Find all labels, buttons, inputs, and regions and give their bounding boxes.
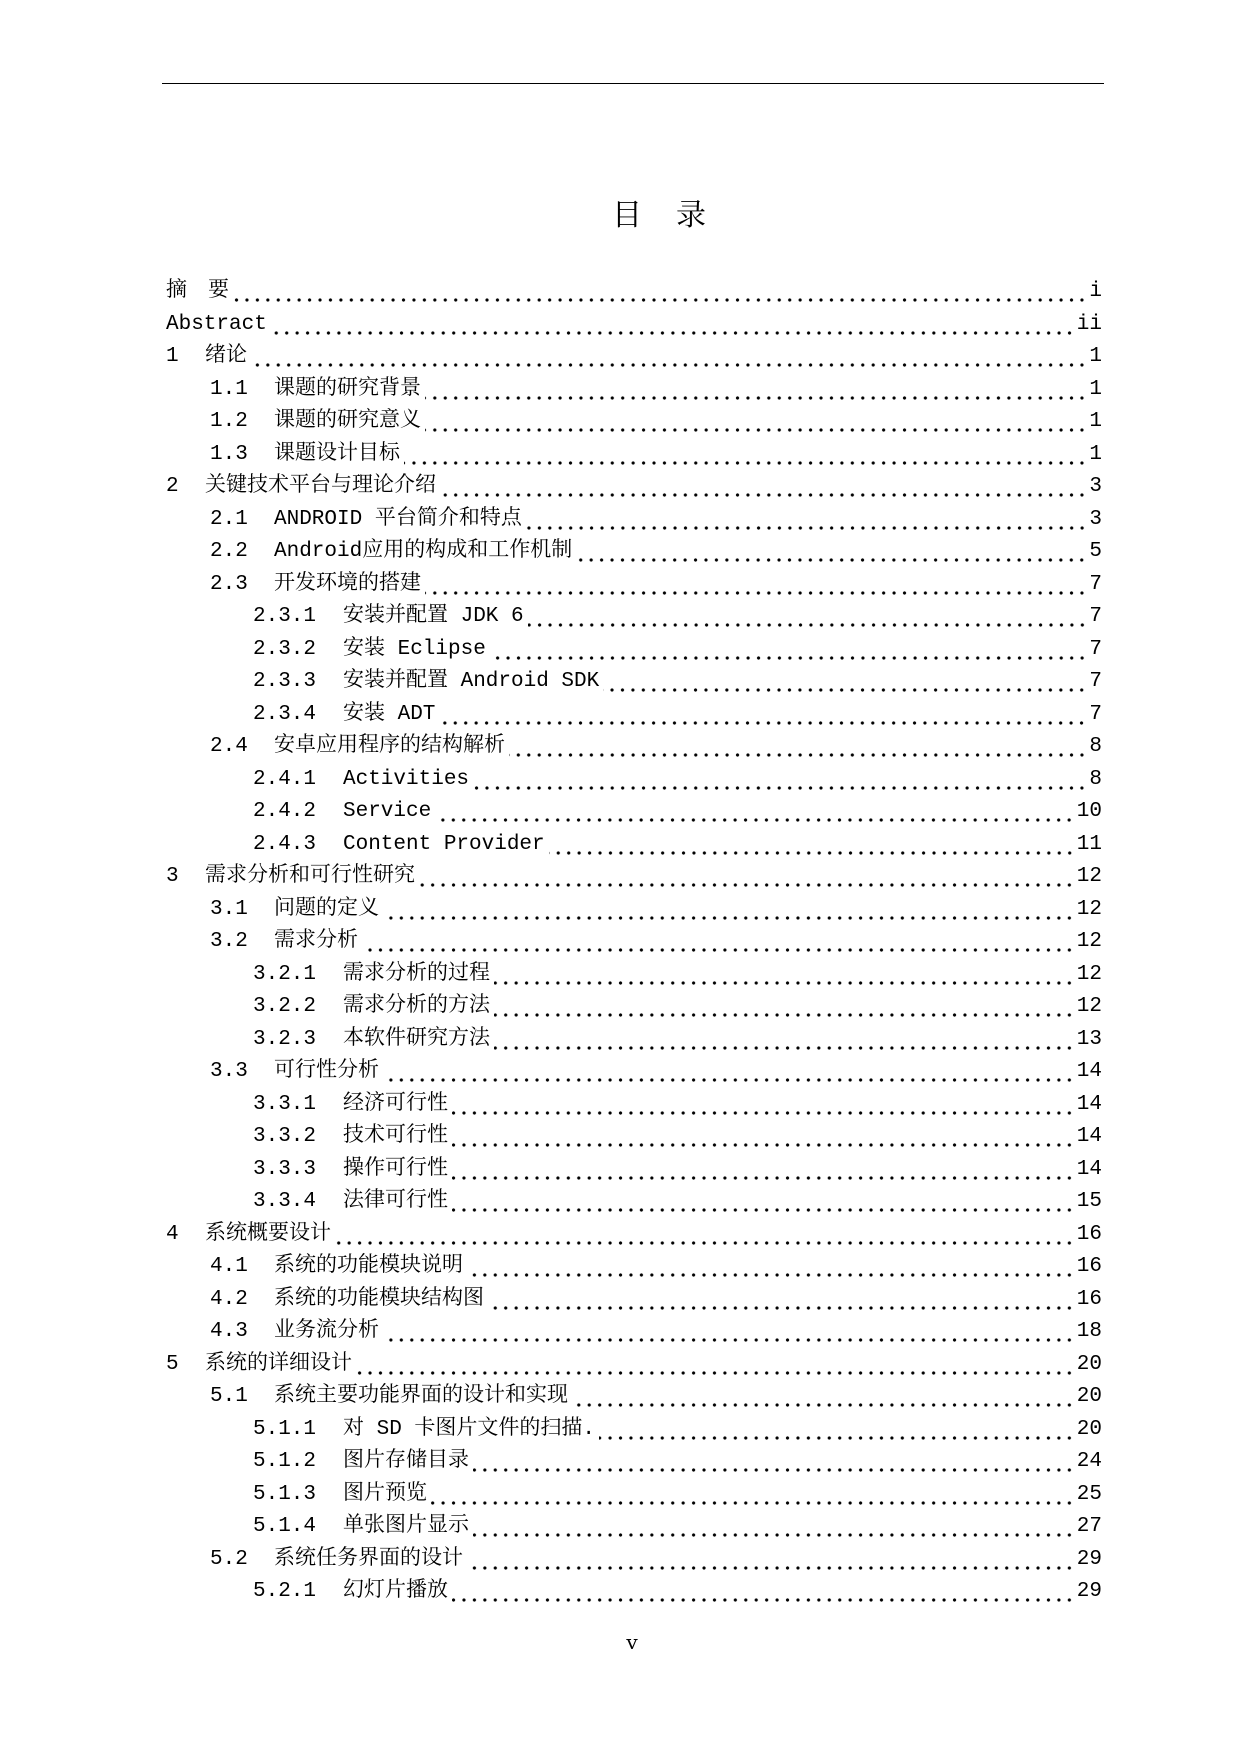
toc-entry-title: 法律可行性	[343, 1190, 448, 1213]
toc-entry-number: 5.1.3	[253, 1482, 317, 1506]
dot-leader	[572, 1381, 1075, 1414]
dot-leader	[356, 1349, 1075, 1382]
dot-leader	[383, 894, 1075, 927]
dot-leader	[251, 341, 1087, 374]
toc-entry-title: 需求分析的方法	[343, 995, 490, 1018]
toc-entry-title: 系统任务界面的设计	[274, 1547, 463, 1571]
toc-entry	[166, 1121, 1102, 1154]
toc-entry-number: 5.2.1	[253, 1580, 317, 1603]
toc-entry	[166, 764, 1102, 797]
toc-entry-number: 3.2	[210, 930, 248, 953]
toc-entry-number: 3.2.2	[253, 995, 317, 1018]
toc-entry-page: 18	[1076, 1320, 1102, 1343]
toc-entry	[166, 894, 1102, 927]
toc-entry	[166, 1544, 1102, 1577]
toc-entry	[166, 1349, 1102, 1382]
table-of-contents	[166, 276, 1102, 1609]
toc-entry	[166, 1186, 1102, 1219]
dot-leader	[473, 764, 1087, 797]
toc-entry-page: 7	[1089, 605, 1102, 628]
dot-leader	[425, 374, 1087, 407]
toc-entry-title: Service	[343, 800, 432, 823]
toc-entry	[166, 1446, 1102, 1479]
toc-entry-page: 3	[1089, 507, 1102, 531]
toc-entry	[166, 1284, 1102, 1317]
toc-entry-title: 图片存储目录	[343, 1450, 469, 1473]
toc-entry-page: 5	[1089, 540, 1102, 563]
toc-entry-page: 14	[1076, 1125, 1102, 1148]
dot-leader	[335, 1219, 1075, 1252]
toc-entry-title: 图片预览	[343, 1482, 427, 1506]
toc-entry	[166, 1576, 1102, 1609]
toc-entry-page: 27	[1076, 1515, 1102, 1538]
dot-leader	[425, 569, 1087, 602]
toc-entry-number: 5.1.4	[253, 1515, 317, 1538]
toc-entry-page: 8	[1089, 735, 1102, 758]
toc-entry-title: 安装 ADT	[343, 702, 436, 726]
toc-entry-number: 5	[166, 1352, 179, 1376]
toc-entry-page: 7	[1089, 702, 1102, 726]
toc-entry-page: 12	[1076, 865, 1102, 888]
toc-entry-number: 2.3.3	[253, 670, 317, 693]
dot-leader	[435, 796, 1075, 829]
toc-entry-title: Content Provider	[343, 832, 545, 856]
toc-entry-title: 系统概要设计	[205, 1222, 331, 1246]
toc-entry-page: 1	[1089, 345, 1102, 368]
toc-entry	[166, 1024, 1102, 1057]
dot-leader	[494, 1024, 1075, 1057]
toc-entry-number: 4.2	[210, 1287, 248, 1311]
toc-entry	[166, 991, 1102, 1024]
dot-leader	[494, 991, 1075, 1024]
toc-entry	[166, 1154, 1102, 1187]
toc-entry-title: Activities	[343, 767, 470, 791]
dot-leader	[419, 861, 1075, 894]
toc-entry-page: 12	[1076, 930, 1102, 953]
toc-entry-page: 3	[1089, 475, 1102, 498]
dot-leader	[490, 634, 1088, 667]
toc-entry	[166, 504, 1102, 537]
dot-leader	[431, 1479, 1075, 1512]
toc-entry-title: 系统的功能模块说明	[274, 1255, 463, 1278]
toc-entry	[166, 1056, 1102, 1089]
toc-entry	[166, 569, 1102, 602]
toc-entry-number: 3.2.3	[253, 1027, 317, 1051]
toc-entry-number: 4.1	[210, 1255, 248, 1278]
dot-leader	[383, 1056, 1075, 1089]
toc-entry-title: 安卓应用程序的结构解析	[274, 735, 505, 758]
dot-leader	[599, 1414, 1075, 1447]
toc-entry-title: 课题设计目标	[274, 442, 400, 466]
toc-entry-page: 7	[1089, 572, 1102, 596]
toc-entry	[166, 276, 1102, 309]
dot-leader	[383, 1316, 1075, 1349]
toc-entry-page: 1	[1089, 377, 1102, 401]
toc-entry-title: 经济可行性	[343, 1092, 448, 1116]
toc-entry-page: i	[1089, 280, 1102, 303]
dot-leader	[452, 1089, 1075, 1122]
toc-entry-number: 2.4.1	[253, 767, 317, 791]
toc-entry-number: 4	[166, 1222, 179, 1246]
dot-leader	[576, 536, 1087, 569]
toc-entry	[166, 1251, 1102, 1284]
toc-entry-number: 3.3.2	[253, 1125, 317, 1148]
dot-leader	[452, 1186, 1075, 1219]
toc-entry-title: Abstract	[166, 312, 267, 336]
dot-leader	[509, 731, 1087, 764]
toc-entry	[166, 861, 1102, 894]
toc-entry-page: 13	[1076, 1027, 1102, 1051]
toc-entry-page: 16	[1076, 1222, 1102, 1246]
toc-entry-number: 4.3	[210, 1320, 248, 1343]
dot-leader	[439, 699, 1087, 732]
toc-entry	[166, 959, 1102, 992]
toc-entry	[166, 536, 1102, 569]
toc-entry-number: 2.3.2	[253, 637, 317, 661]
dot-leader	[528, 601, 1088, 634]
toc-entry-page: 12	[1076, 897, 1102, 921]
toc-entry-page: 14	[1076, 1092, 1102, 1116]
toc-entry-title: 课题的研究背景	[274, 377, 421, 401]
toc-entry	[166, 406, 1102, 439]
toc-entry-number: 2.3.4	[253, 702, 317, 726]
toc-entry	[166, 1511, 1102, 1544]
toc-entry-number: 3.3	[210, 1060, 248, 1083]
toc-entry-number: 5.2	[210, 1547, 248, 1571]
toc-entry-page: 29	[1076, 1580, 1102, 1603]
toc-entry-number: 2.3	[210, 572, 248, 596]
dot-leader	[404, 439, 1087, 472]
toc-entry-page: 12	[1076, 995, 1102, 1018]
page-number: v	[626, 1630, 638, 1654]
toc-entry-title: 单张图片显示	[343, 1515, 469, 1538]
toc-entry-title: ANDROID 平台简介和特点	[274, 507, 522, 531]
toc-entry-number: 2.4.2	[253, 800, 317, 823]
toc-entry-number: 3	[166, 865, 179, 888]
toc-entry-page: 20	[1076, 1385, 1102, 1408]
toc-entry-number: 2.3.1	[253, 605, 317, 628]
toc-entry-number: 3.1	[210, 897, 248, 921]
toc-entry-title: 可行性分析	[274, 1060, 379, 1083]
page-title: 目 录	[612, 198, 708, 233]
toc-entry-title: 安装并配置 Android SDK	[343, 670, 600, 693]
toc-entry-title: 操作可行性	[343, 1157, 448, 1181]
dot-leader	[425, 406, 1087, 439]
toc-entry	[166, 1414, 1102, 1447]
toc-entry-title: 需求分析	[274, 930, 358, 953]
dot-leader	[473, 1446, 1075, 1479]
toc-entry-title: 系统的功能模块结构图	[274, 1287, 484, 1311]
toc-entry-number: 1.3	[210, 442, 248, 466]
toc-entry-title: 需求分析和可行性研究	[205, 865, 415, 888]
toc-entry-page: 11	[1076, 832, 1102, 856]
toc-entry	[166, 926, 1102, 959]
dot-leader	[271, 309, 1075, 342]
toc-entry	[166, 1316, 1102, 1349]
toc-entry-number: 1.2	[210, 410, 248, 433]
toc-entry-page: 24	[1076, 1450, 1102, 1473]
toc-entry	[166, 1219, 1102, 1252]
toc-entry-number: 3.3.4	[253, 1190, 317, 1213]
toc-entry-number: 2.2	[210, 540, 248, 563]
toc-entry	[166, 439, 1102, 472]
toc-entry-title: 绪论	[205, 345, 247, 368]
toc-entry	[166, 471, 1102, 504]
toc-entry	[166, 341, 1102, 374]
toc-entry-page: 15	[1076, 1190, 1102, 1213]
toc-entry	[166, 1089, 1102, 1122]
toc-entry-number: 3.3.1	[253, 1092, 317, 1116]
toc-entry-page: 14	[1076, 1060, 1102, 1083]
dot-leader	[467, 1544, 1075, 1577]
toc-entry-title: 关键技术平台与理论介绍	[205, 475, 436, 498]
toc-entry-title: Android应用的构成和工作机制	[274, 540, 573, 563]
toc-entry-page: 14	[1076, 1157, 1102, 1181]
dot-leader	[603, 666, 1087, 699]
toc-entry-page: ii	[1076, 312, 1102, 336]
toc-entry-number: 5.1.2	[253, 1450, 317, 1473]
toc-entry-page: 16	[1076, 1287, 1102, 1311]
toc-entry	[166, 309, 1102, 342]
toc-entry-number: 1.1	[210, 377, 248, 401]
toc-entry-page: 20	[1076, 1417, 1102, 1441]
toc-entry-number: 5.1.1	[253, 1417, 317, 1441]
toc-entry	[166, 1381, 1102, 1414]
toc-entry-number: 2.4	[210, 735, 248, 758]
dot-leader	[233, 276, 1087, 309]
dot-leader	[362, 926, 1075, 959]
dot-leader	[440, 471, 1087, 504]
toc-entry	[166, 1479, 1102, 1512]
toc-entry-title: 安装 Eclipse	[343, 637, 486, 661]
toc-entry-title: 系统主要功能界面的设计和实现	[274, 1385, 568, 1408]
toc-entry-title: 技术可行性	[343, 1125, 448, 1148]
toc-entry-number: 1	[166, 345, 179, 368]
toc-entry-title: 本软件研究方法	[343, 1027, 490, 1051]
toc-entry-title: 幻灯片播放	[343, 1580, 448, 1603]
toc-entry-number: 2.4.3	[253, 832, 317, 856]
toc-entry-title: 安装并配置 JDK 6	[343, 605, 524, 628]
toc-entry-number: 2.1	[210, 507, 248, 531]
toc-entry	[166, 829, 1102, 862]
dot-leader	[549, 829, 1075, 862]
toc-entry	[166, 699, 1102, 732]
toc-entry-page: 1	[1089, 410, 1102, 433]
header-rule	[162, 83, 1104, 84]
toc-entry-title: 摘 要	[166, 280, 229, 303]
dot-leader	[473, 1511, 1075, 1544]
toc-entry-page: 12	[1076, 962, 1102, 986]
dot-leader	[452, 1576, 1075, 1609]
toc-entry-title: 问题的定义	[274, 897, 379, 921]
toc-entry-page: 10	[1076, 800, 1102, 823]
toc-entry-number: 5.1	[210, 1385, 248, 1408]
toc-entry-title: 系统的详细设计	[205, 1352, 352, 1376]
toc-entry-number: 3.3.3	[253, 1157, 317, 1181]
toc-entry-page: 16	[1076, 1255, 1102, 1278]
dot-leader	[488, 1284, 1075, 1317]
toc-entry-number: 2	[166, 475, 179, 498]
toc-entry-title: 对 SD 卡图片文件的扫描.	[343, 1417, 596, 1441]
toc-entry-page: 7	[1089, 637, 1102, 661]
toc-entry-number: 3.2.1	[253, 962, 317, 986]
dot-leader	[467, 1251, 1075, 1284]
toc-entry	[166, 666, 1102, 699]
toc-entry	[166, 601, 1102, 634]
toc-entry-page: 8	[1089, 767, 1102, 791]
toc-entry-page: 29	[1076, 1547, 1102, 1571]
dot-leader	[526, 504, 1088, 537]
toc-entry-title: 课题的研究意义	[274, 410, 421, 433]
toc-entry-title: 业务流分析	[274, 1320, 379, 1343]
toc-entry	[166, 796, 1102, 829]
toc-entry-title: 开发环境的搭建	[274, 572, 421, 596]
toc-entry-page: 1	[1089, 442, 1102, 466]
toc-entry	[166, 374, 1102, 407]
dot-leader	[452, 1154, 1075, 1187]
toc-entry-page: 25	[1076, 1482, 1102, 1506]
dot-leader	[494, 959, 1075, 992]
toc-entry	[166, 731, 1102, 764]
toc-entry-page: 20	[1076, 1352, 1102, 1376]
toc-entry	[166, 634, 1102, 667]
toc-entry-page: 7	[1089, 670, 1102, 693]
toc-entry-title: 需求分析的过程	[343, 962, 490, 986]
dot-leader	[452, 1121, 1075, 1154]
